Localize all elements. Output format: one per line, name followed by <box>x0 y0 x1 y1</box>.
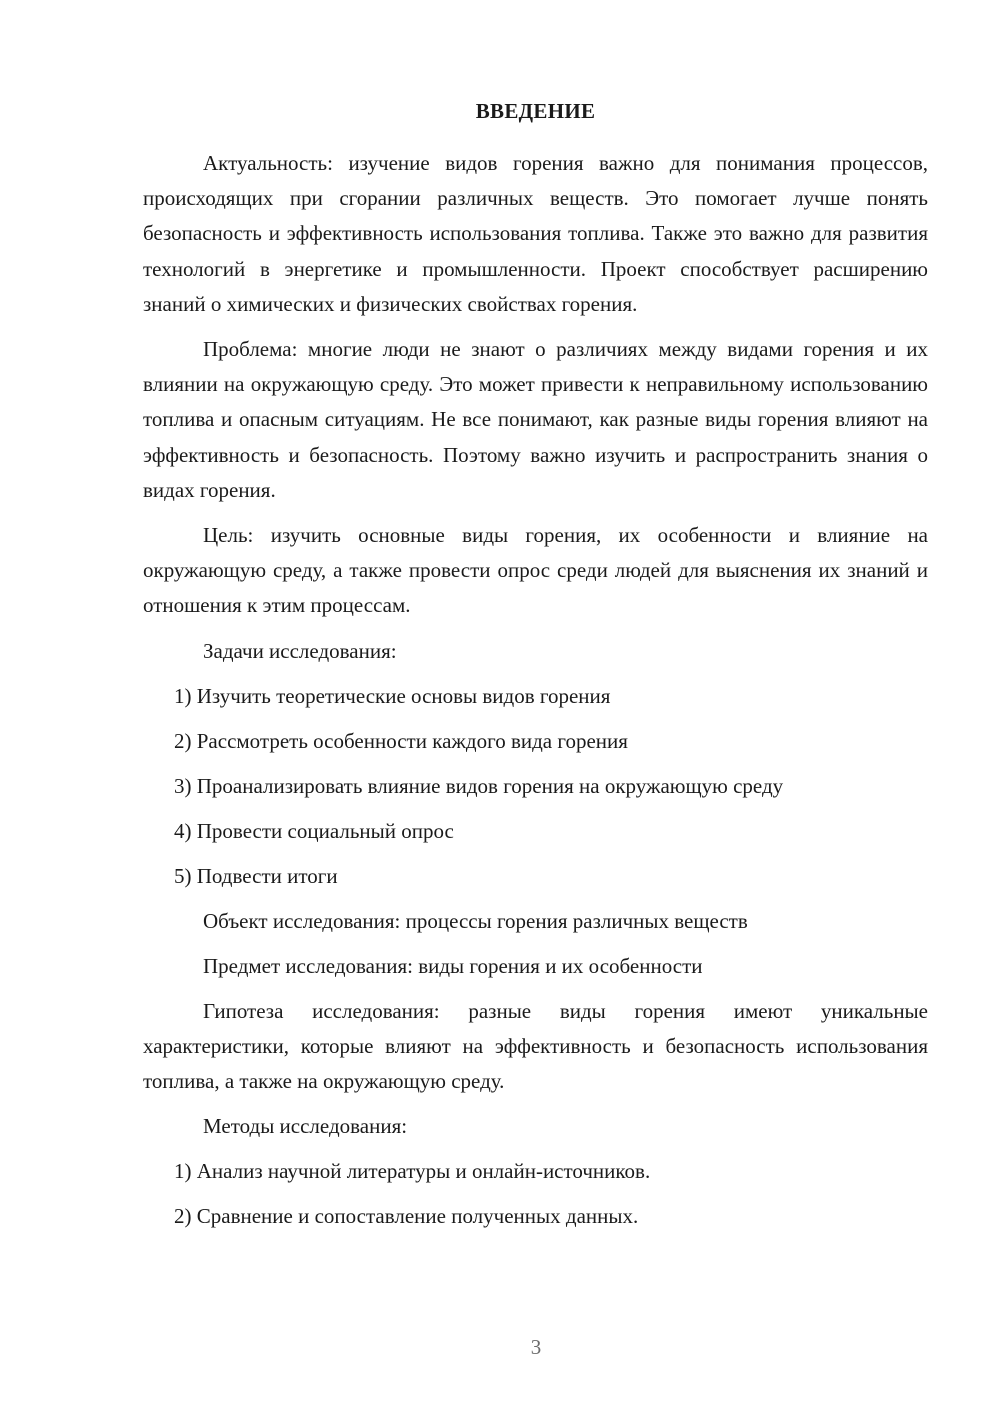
tasks-list <box>143 679 928 894</box>
page-number: 3 <box>530 1335 542 1359</box>
task-item: 3) Проанализировать влияние видов горения на окружающую среду <box>174 773 784 798</box>
hypothesis-paragraph: Гипотеза исследования: разные виды горения имеют уникальные характеристики, которые влияют на эффективность и безопасность использования топлива, а также на окружающую среду. <box>143 998 928 1094</box>
relevance-paragraph: Актуальность: изучение видов горения важно для понимания процессов, происходящих при сгорании различных веществ. Это помогает лучше понять безопасность и эффективность использования топлива. Также это важно для развития технологий в энергетике и промышленности. Проект способствует расширению знаний о химических и физических свойствах горения. <box>143 151 928 316</box>
methods-list <box>143 1154 928 1234</box>
task-item: 4) Провести социальный опрос <box>174 818 454 843</box>
page-title: ВВЕДЕНИЕ <box>475 99 596 123</box>
goal-paragraph: Цель: изучить основные виды горения, их особенности и влияние на окружающую среду, а также провести опрос среди людей для выяснения их знаний и отношения к этим процессам. <box>143 523 928 618</box>
task-item: 1) Изучить теоретические основы видов горения <box>174 683 611 708</box>
page-content <box>143 96 928 1244</box>
task-item: 2) Рассмотреть особенности каждого вида горения <box>174 728 628 753</box>
methods-heading: Методы исследования: <box>203 1114 408 1139</box>
method-item: 1) Анализ научной литературы и онлайн-источников. <box>174 1159 651 1184</box>
research-object: Объект исследования: процессы горения различных веществ <box>203 908 748 933</box>
tasks-heading: Задачи исследования: <box>203 638 397 663</box>
task-item: 5) Подвести итоги <box>174 863 338 888</box>
problem-paragraph: Проблема: многие люди не знают о различиях между видами горения и их влиянии на окружающую среду. Это может привести к неправильному использованию топлива и опасным ситуациям. Не все понимают, как разные виды горения влияют на эффективность и безопасность. Поэтому важно изучить и распространить знания о видах горения. <box>143 337 928 502</box>
research-subject: Предмет исследования: виды горения и их особенности <box>203 953 703 978</box>
method-item: 2) Сравнение и сопоставление полученных данных. <box>174 1204 639 1229</box>
